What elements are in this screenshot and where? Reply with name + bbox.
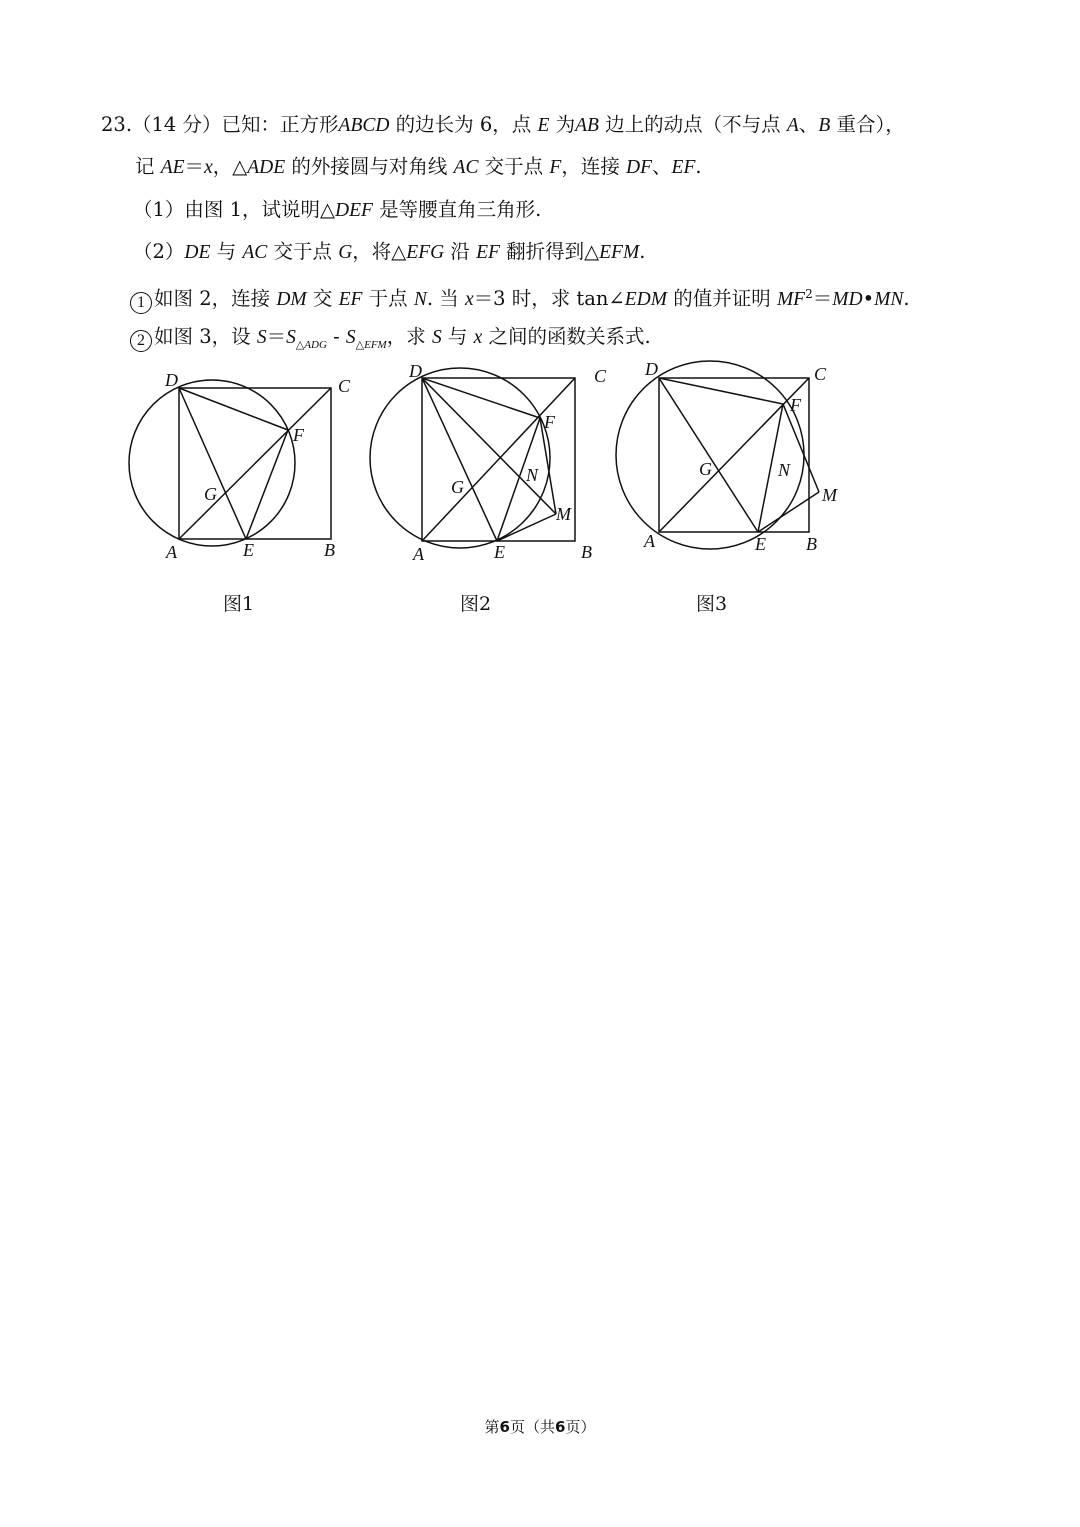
segment-dm: [422, 378, 556, 514]
text-run: •: [862, 287, 875, 310]
text-run: 交于点: [273, 240, 332, 263]
text-run: .: [903, 287, 910, 310]
math-var: AC: [242, 242, 268, 263]
math-var: DEF: [335, 200, 373, 221]
text-run: 记: [135, 155, 155, 178]
math-var: x: [204, 157, 213, 178]
math-var: ABCD: [338, 115, 390, 136]
label-n: N: [778, 460, 791, 480]
text-run: 、: [798, 113, 819, 136]
label-a: A: [413, 544, 424, 564]
page-footer: [0, 1416, 1080, 1437]
label-g: G: [451, 477, 464, 497]
text-run: 是等腰直角三角形.: [379, 198, 542, 221]
label-m: M: [822, 485, 837, 505]
math-var: AE: [160, 157, 185, 178]
segment-ef: [246, 430, 288, 539]
text-run: 为: [555, 113, 576, 136]
label-d: D: [645, 359, 658, 379]
label-f: F: [544, 412, 555, 432]
math-subscript: △EFM: [355, 339, 387, 351]
text-run: （1）由图 1，试说明△: [133, 198, 336, 221]
math-var: ADE: [247, 157, 286, 178]
text-run: 的外接圆与对角线: [291, 155, 448, 178]
math-var: DF: [626, 157, 653, 178]
math-var: x: [473, 327, 483, 348]
text-run: ，将△: [352, 240, 407, 263]
text-run: 与: [216, 240, 237, 263]
segment-de: [659, 378, 758, 532]
text-run: 沿: [450, 240, 470, 263]
text-run: 页（共: [509, 1418, 555, 1436]
superscript: 2: [805, 287, 813, 301]
segment-em: [758, 492, 819, 532]
text-run: 已知：正方形: [221, 113, 339, 136]
math-var: EF: [476, 242, 500, 263]
text-run: 的边长为 6，点: [395, 113, 532, 136]
math-var: S: [256, 327, 267, 348]
math-var: S: [286, 327, 296, 348]
circled-number: 2: [130, 330, 152, 352]
caption-figure-2: 图2: [460, 593, 492, 615]
label-a: A: [166, 542, 177, 562]
label-c: C: [338, 376, 351, 396]
text-run: 重合），: [836, 113, 905, 136]
figure-1: [129, 370, 351, 562]
text-run: ＝3 时，求 tan∠: [473, 287, 625, 310]
math-var: G: [338, 242, 353, 263]
text-run: . 当: [426, 287, 459, 310]
text-run: ＝: [812, 287, 833, 310]
caption-figure-3: 图3: [696, 593, 728, 615]
math-var: EFG: [406, 242, 445, 263]
math-var: E: [537, 115, 550, 136]
label-e: E: [243, 540, 254, 560]
math-var: DE: [184, 242, 211, 263]
text-run: 第: [484, 1418, 500, 1436]
page-total: 6: [555, 1418, 566, 1436]
segment-df: [659, 378, 783, 404]
math-var: AC: [453, 157, 479, 178]
math-var: DM: [276, 289, 307, 310]
text-run: （2）: [133, 240, 185, 263]
text-run: 边上的动点（不与点: [605, 113, 781, 136]
text-run: .: [639, 240, 646, 263]
label-e: E: [755, 534, 766, 554]
math-var: AB: [575, 115, 599, 136]
segment-de: [422, 378, 497, 541]
label-g: G: [204, 484, 217, 504]
text-run: ＝: [266, 325, 287, 348]
caption-figure-1: 图1: [223, 593, 255, 615]
math-var: EFM: [599, 242, 640, 263]
math-subscript: △ADG: [295, 339, 327, 351]
problem-number: 23.: [101, 113, 133, 136]
circumcircle: [370, 368, 550, 548]
math-var: MN: [874, 289, 904, 310]
text-run: ，△: [212, 155, 248, 178]
math-var: EF: [671, 157, 696, 178]
text-run: 交于点: [484, 155, 544, 178]
math-var: S: [431, 327, 442, 348]
text-run: 的值并证明: [673, 287, 771, 310]
math-var: N: [413, 289, 427, 310]
segment-df: [422, 378, 540, 418]
math-var: EDM: [624, 289, 668, 310]
label-f: F: [790, 395, 801, 415]
label-b: B: [324, 540, 335, 560]
figure-3: [616, 359, 838, 554]
label-d: D: [409, 361, 422, 381]
math-var: MF: [776, 289, 806, 310]
page-number: 6: [499, 1418, 510, 1436]
label-b: B: [581, 542, 592, 562]
text-run: 、: [652, 155, 672, 178]
text-run: ，求: [386, 325, 426, 348]
math-var: F: [549, 157, 562, 178]
figure-2: [370, 361, 607, 564]
math-var: MD: [832, 289, 863, 310]
text-run: 如图 2，连接: [154, 287, 271, 310]
math-var: B: [818, 115, 831, 136]
math-var: x: [464, 289, 474, 310]
problem-score: （14 分）: [132, 113, 222, 136]
text-run: .: [695, 155, 702, 178]
math-var: A: [786, 115, 799, 136]
label-d: D: [165, 370, 178, 390]
text-run: 如图 3，设: [154, 325, 251, 348]
text-run: 之间的函数关系式.: [488, 325, 651, 348]
label-c: C: [594, 366, 607, 386]
label-e: E: [494, 542, 505, 562]
label-g: G: [699, 459, 712, 479]
circled-number: 1: [130, 292, 152, 314]
label-b: B: [806, 534, 817, 554]
math-var: EF: [338, 289, 363, 310]
text-run: -: [326, 325, 346, 348]
text-run: ，连接: [561, 155, 620, 178]
label-f: F: [293, 425, 304, 445]
label-a: A: [644, 531, 655, 551]
text-run: 翻折得到△: [506, 240, 600, 263]
math-var: S: [345, 327, 356, 348]
text-run: 页）: [565, 1418, 596, 1436]
label-n: N: [526, 465, 539, 485]
text-run: ＝: [184, 155, 205, 178]
label-m: M: [556, 504, 571, 524]
label-c: C: [814, 364, 827, 384]
text-run: 与: [447, 325, 468, 348]
text-run: 于点: [368, 287, 408, 310]
text-run: 交: [312, 287, 333, 310]
